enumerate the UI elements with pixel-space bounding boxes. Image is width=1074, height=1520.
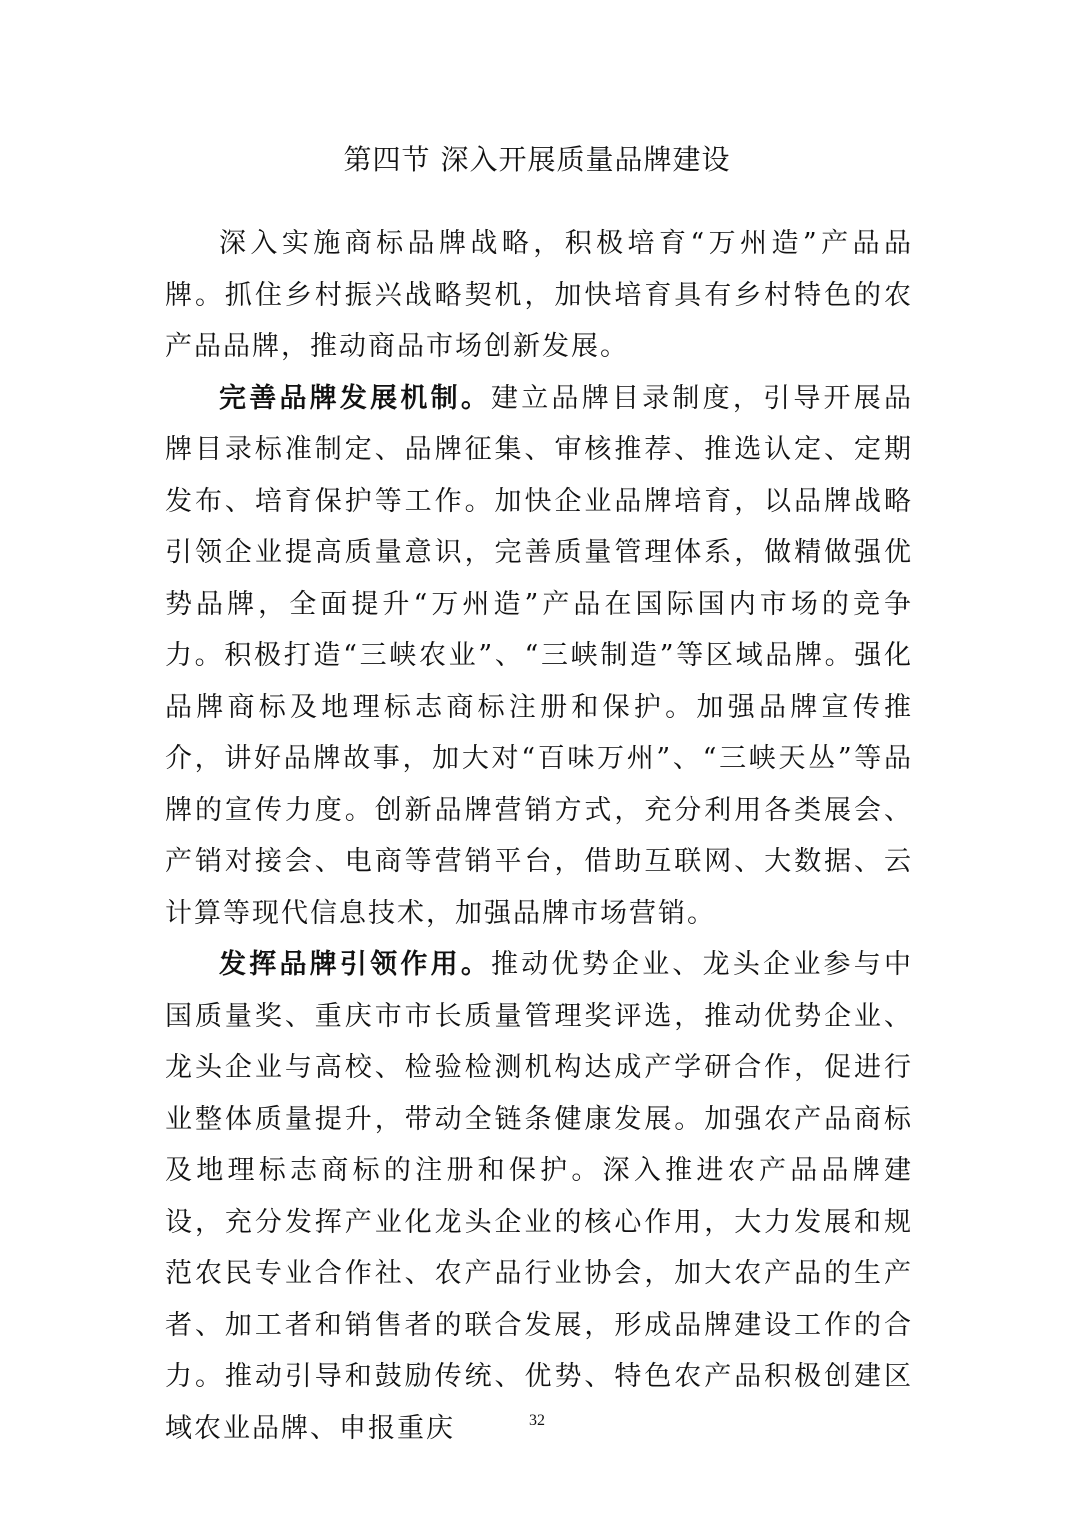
paragraph-brand-mechanism-heading: 完善品牌发展机制。: [219, 382, 492, 414]
paragraph-brand-leadership: [165, 939, 913, 1454]
paragraph-brand-mechanism-text: 建立品牌目录制度，引导开展品牌目录标准制定、品牌征集、审核推荐、推选认定、定期发布、培育保护等工作。加快企业品牌培育，以品牌战略引领企业提高质量意识，完善质量管理体系，做精做强优势品牌，全面提升“万州造”产品在国际国内市场的竞争力。积极打造“三峡农业”、“三峡制造”等区域品牌。强化品牌商标及地理标志商标注册和保护。加强品牌宣传推介，讲好品牌故事，加大对“百味万州”、“三峡天丛”等品牌的宣传力度。创新品牌营销方式，充分利用各类展会、产销对接会、电商等营销平台，借助互联网、大数据、云计算等现代信息技术，加强品牌市场营销。: [165, 382, 914, 929]
paragraph-brand-leadership-heading: 发挥品牌引领作用。: [219, 949, 492, 980]
paragraph-intro: [165, 218, 913, 373]
paragraph-intro-text: 深入实施商标品牌战略，积极培育“万州造”产品品牌。抓住乡村振兴战略契机，加快培育具有乡村特色的农产品品牌，推动商品市场创新发展。: [165, 228, 913, 362]
paragraph-brand-leadership-text: 推动优势企业、龙头企业参与中国质量奖、重庆市市长质量管理奖评选，推动优势企业、龙头企业与高校、检验检测机构达成产学研合作，促进行业整体质量提升，带动全链条健康发展。加强农产品商标及地理标志商标的注册和保护。深入推进农产品品牌建设，充分发挥产业化龙头企业的核心作用，大力发展和规范农民专业合作社、农产品行业协会，加大农产品的生产者、加工者和销售者的联合发展，形成品牌建设工作的合力。推动引导和鼓励传统、优势、特色农产品积极创建区域农业品牌、申报重庆: [165, 949, 914, 1444]
section-title: 第四节 深入开展质量品牌建设: [343, 143, 731, 176]
body-text: [165, 218, 913, 1454]
paragraph-brand-mechanism: [165, 373, 913, 940]
page-number: 32: [529, 1412, 545, 1429]
